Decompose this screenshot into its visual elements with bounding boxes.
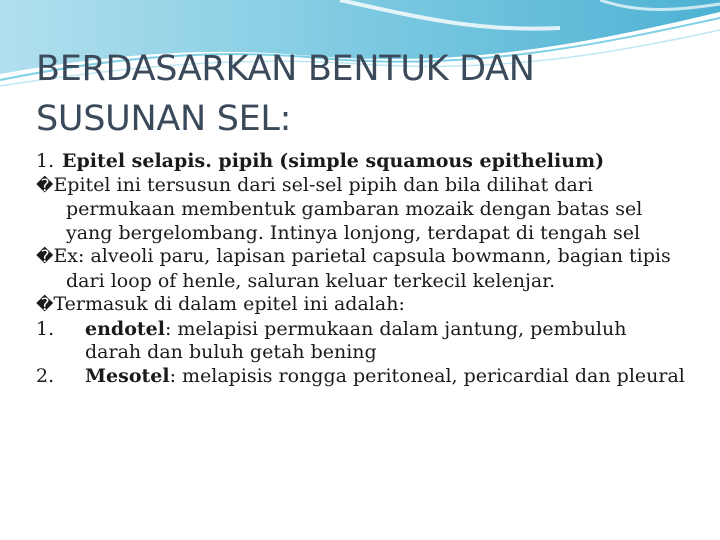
slide-content	[36, 150, 686, 388]
item-term: Mesotel	[85, 364, 170, 387]
item-term: Epitel selapis. pipih	[62, 150, 274, 172]
item-number: 2.	[36, 364, 55, 387]
numbered-item-1	[36, 318, 686, 365]
bullet-marker: �	[36, 295, 54, 315]
bullet-2	[36, 245, 686, 293]
bullet-text: Ex: alveoli paru, lapisan parietal capsula bowmann, bagian tipis dari loop of henle, saluran keluar terkecil kelenjar.	[53, 245, 671, 292]
bullet-marker: �	[36, 247, 54, 267]
bullet-1	[36, 174, 686, 246]
item-detail: (simple squamous epithelium)	[279, 150, 605, 172]
item-number: 1.	[36, 317, 55, 340]
numbered-item-2	[36, 365, 686, 389]
slide-title	[36, 44, 686, 144]
list-item-1	[36, 150, 686, 174]
item-text: : melapisi permukaan dalam jantung, pembuluh darah dan buluh getah bening	[85, 317, 627, 363]
item-term: endotel	[85, 317, 165, 340]
bullet-marker: �	[36, 175, 54, 196]
slide-title-line-2: SUSUNAN SEL:	[36, 99, 292, 139]
item-number: 1.	[36, 150, 55, 172]
bullet-3	[36, 293, 686, 318]
slide-title-line-1: BERDASARKAN BENTUK DAN	[36, 49, 535, 89]
bullet-text: Epitel ini tersusun dari sel-sel pipih dan bila dilihat dari permukaan membentuk gambaran mozaik dengan batas sel yang bergelombang. Intinya lonjong, terdapat di tengah sel	[53, 173, 643, 244]
item-text: : melapisis rongga peritoneal, pericardial dan pleural	[169, 364, 685, 387]
bullet-text: Termasuk di dalam epitel ini adalah:	[53, 293, 405, 315]
